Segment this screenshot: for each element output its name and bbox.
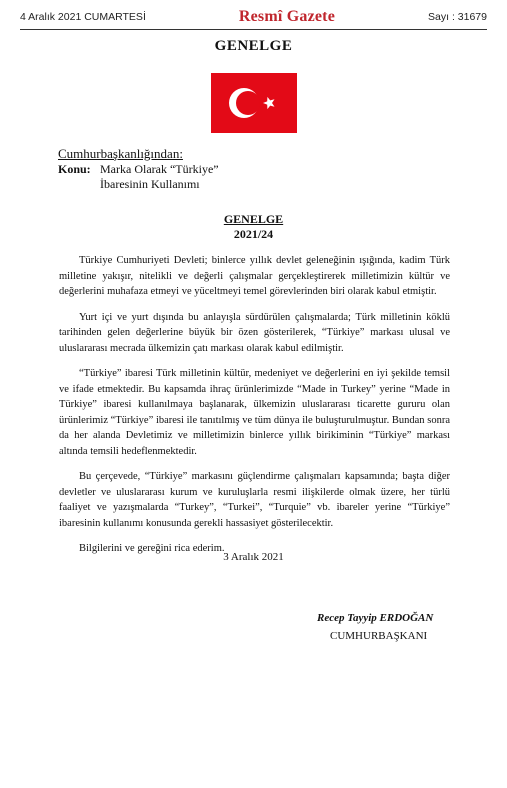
- circular-heading: [0, 212, 507, 242]
- body-paragraph: “Türkiye” ibaresi Türk milletinin kültür, medeniyet ve değerlerini en iyi şekilde temsil ve ifade etmektedir. Bu kapsamda ihraç ürünlerimizde “Made in Turkey” yerine “Made in Türkiye” ibaresi kullanılmaya başlanarak, ülkemizin uluslararası ticarette gururu olan ürünlerimiz “Türkiye” ibaresi ile tanıtılmış ve tüm dünya ile buluşturulmuştur. Bundan sonra da her alanda Devletimiz ve milletimizin binlerce yıllık birikiminin “Türkiye” markası altında temsili hedeflenmektedir.: [59, 368, 450, 457]
- body-paragraph: Türkiye Cumhuriyeti Devleti; binlerce yıllık devlet geleneğinin ışığında, kadim Türk milletine yakışır, nitelikli ve değerli çalışmalar gerçekleştirerek milletimizin kültür ve değerlerini muhafaza etmeyi ve yüceltmeyi temel görevlerinden biri olarak kabul etmiştir.: [59, 255, 450, 297]
- issue-number: Sayı : 31679: [428, 11, 487, 23]
- body-paragraph: Bu çerçevede, “Türkiye” markasını güçlendirme çalışmaları kapsamında; başta diğer devletler ve uluslararası kurum ve kuruluşlarla resmi ilişkilerde olmak üzere, her türlü faaliyet ve yazışmalarda “Turkey”, “Turkei”, “Turquie” vb. ibareler yerine “Türkiye” ibaresinin kullanımı konusunda gerekli hassasiyet gösterilecektir.: [59, 471, 450, 529]
- document-date: 3 Aralık 2021: [223, 551, 284, 563]
- circular-title: GENELGE: [223, 212, 284, 226]
- subject-text: [100, 162, 219, 192]
- body-paragraph: Bilgilerini ve gereğini rica ederim.: [79, 543, 225, 554]
- header-date: 4 Aralık 2021 CUMARTESİ: [20, 11, 146, 23]
- header-divider: [20, 29, 487, 30]
- subject-line-2: İbaresinin Kullanımı: [100, 177, 200, 191]
- subject-label: Konu:: [58, 162, 91, 176]
- subject-block: [58, 162, 219, 192]
- gazette-title: Resmî Gazete: [238, 8, 336, 25]
- document-body: [59, 253, 450, 567]
- issuer-heading: Cumhurbaşkanlığından:: [58, 146, 183, 161]
- turkish-flag-icon: [211, 73, 297, 133]
- page-header: [20, 6, 487, 28]
- subject-line-1: Marka Olarak “Türkiye”: [100, 162, 219, 176]
- body-paragraph: Yurt içi ve yurt dışında bu anlayışla sürdürülen çalışmalarda; Türk milletinin köklü tarihinden gelen değerlerine büyük bir özen gösterilerek, “Türkiye” markası ulusal ve uluslararası mecrada ülkemizin çatı markası olarak kabul edilmiştir.: [59, 311, 450, 354]
- signatory-name: Recep Tayyip ERDOĞAN: [317, 612, 434, 624]
- document-type-title: GENELGE: [214, 38, 293, 54]
- circular-number: 2021/24: [233, 227, 274, 241]
- signatory-title: CUMHURBAŞKANI: [330, 630, 428, 642]
